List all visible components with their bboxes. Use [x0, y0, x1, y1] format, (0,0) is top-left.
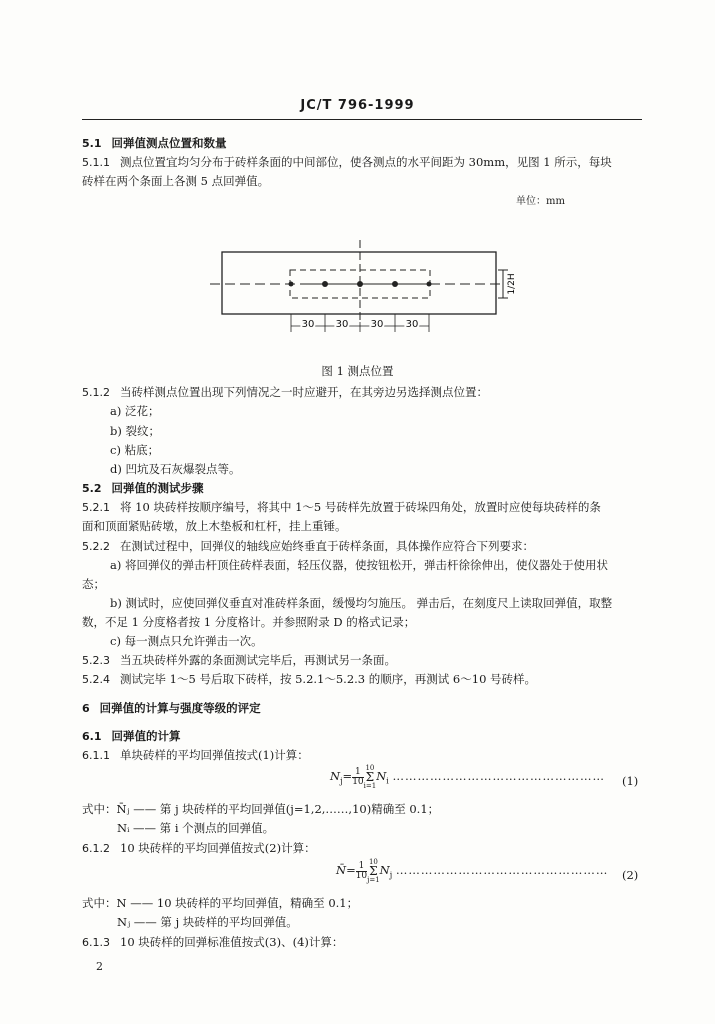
frac-bottom: 10 — [352, 776, 364, 787]
section-number: 5.2.1 — [82, 501, 110, 514]
para-5-2-2 — [82, 539, 534, 554]
formula-lhs-sub: j — [340, 776, 343, 786]
para-6-1-1 — [82, 748, 309, 763]
section-number: 5.2.2 — [82, 540, 110, 553]
frac-top: 1 — [352, 768, 363, 778]
para-text: 当砖样测点位置出现下列情况之一时应避开，在其旁边另选择测点位置： — [120, 385, 488, 399]
para-5-2-1-line1 — [82, 500, 601, 515]
frac-bottom: 10 — [355, 870, 368, 881]
summation — [367, 858, 380, 884]
formula-rhs-sub: j — [389, 870, 393, 880]
page-number: 2 — [96, 960, 103, 973]
measure-point-4 — [392, 281, 398, 287]
where-1-line1: 式中：N̄ⱼ —— 第 j 块砖样的平均回弹值(j=1,2,……,10)精确至 0.1； — [82, 802, 440, 816]
para-5-2-1-line2: 面和顶面紧贴砖墩，放上木垫板和杠杆，挂上重锤。 — [82, 519, 347, 533]
item-b-line1: b) 测试时，应使回弹仪垂直对准砖样条面，缓慢均匀施压。 弹击后，在刻度尺上读取回弹值，取整 — [110, 596, 613, 610]
section-number: 6.1.1 — [82, 749, 110, 762]
section-title: 回弹值的测试步骤 — [111, 481, 204, 495]
sum-top: 10 — [368, 858, 378, 866]
sum-bottom: j=1 — [367, 876, 380, 884]
formula-rhs-sub: i — [386, 776, 389, 786]
fraction — [352, 768, 363, 787]
formula-lhs: N — [330, 769, 341, 783]
section-5-2 — [82, 481, 204, 496]
para-5-2-3 — [82, 653, 396, 668]
equation-number-1: (1) — [622, 774, 639, 788]
para-6-1-3 — [82, 935, 343, 950]
section-number: 6 — [82, 702, 90, 715]
item-a-line2: 态； — [82, 577, 105, 591]
unit-label: 单位：mm — [516, 196, 565, 207]
list-item-a: a) 泛花； — [110, 404, 160, 418]
where-1-line2: Nᵢ —— 第 i 个测点的回弹值。 — [117, 821, 275, 835]
fraction — [356, 862, 367, 881]
measure-point-2 — [322, 281, 328, 287]
section-number: 5.2 — [82, 482, 102, 495]
where-2-line2: Nⱼ —— 第 j 块砖样的平均回弹值。 — [117, 915, 298, 929]
sum-top: 10 — [365, 764, 375, 772]
para-text: 测试完毕 1～5 号后取下砖样，按 5.2.1～5.2.3 的顺序，再测试 6～10 号砖样。 — [120, 672, 537, 686]
list-item-c: c) 粘底； — [110, 443, 160, 457]
where-2-line1: 式中：N —— 10 块砖样的平均回弹值，精确至 0.1； — [82, 896, 359, 910]
section-number: 6.1.3 — [82, 936, 110, 949]
para-text: 单块砖样的平均回弹值按式(1)计算： — [120, 748, 309, 762]
figure-1-measuring-points — [0, 0, 715, 400]
formula-lhs: N̄ — [336, 863, 347, 877]
leader-dots: …………………………………………… — [392, 769, 605, 783]
para-text: 测点位置宜均匀分布于砖样条面的中间部位，使各测点的水平间距为 30mm，见图 1 所示，每块 — [120, 155, 612, 169]
equation-number-2: (2) — [622, 868, 639, 882]
standard-code-header: JC/T 796-1999 — [300, 98, 415, 113]
sigma-icon: Σ — [369, 864, 378, 878]
section-number: 5.1.1 — [82, 156, 110, 169]
sum-bottom: i=1 — [363, 782, 377, 790]
section-number: 5.2.3 — [82, 654, 110, 667]
dim-label-3: 30 — [370, 319, 384, 330]
section-number: 6.1 — [82, 730, 102, 743]
dim-label-1: 30 — [301, 319, 315, 330]
para-text: 当五块砖样外露的条面测试完毕后，再测试另一条面。 — [120, 653, 396, 667]
para-5-2-4 — [82, 672, 536, 687]
para-5-1-2 — [82, 385, 488, 400]
figure-caption: 图 1 测点位置 — [321, 364, 394, 378]
item-c: c) 每一测点只允许弹击一次。 — [110, 634, 263, 648]
para-5-1-1-line2: 砖样在两个条面上各测 5 点回弹值。 — [82, 174, 270, 188]
formula-2: N̄= $\frac{1}{10}$ 10 Σ j=1 $N_j$ …………………………………………… — [336, 858, 609, 884]
formula-rhs: N — [379, 863, 390, 877]
item-b-line2: 数，不足 1 分度格者按 1 分度格计。并参照附录 D 的格式记录； — [82, 615, 416, 629]
section-6-1 — [82, 729, 181, 744]
para-text: 将 10 块砖样按顺序编号，将其中 1～5 号砖样先放置于砖垛四角处，放置时应使每块砖样的条 — [120, 500, 601, 514]
section-6 — [82, 701, 261, 716]
item-a-line1: a) 将回弹仪的弹击杆顶住砖样表面，轻压仪器，使按钮松开，弹击杆徐徐伸出，使仪器处于使用状 — [110, 558, 608, 572]
dim-label-4: 30 — [405, 319, 419, 330]
sigma-icon: Σ — [365, 770, 375, 784]
measure-point-5 — [427, 282, 432, 287]
summation — [364, 764, 377, 790]
section-number: 5.1.2 — [82, 386, 110, 399]
height-label: 1/2H — [507, 273, 517, 295]
list-item-d: d) 凹坑及石灰爆裂点等。 — [110, 462, 241, 476]
section-title: 回弹值测点位置和数量 — [111, 136, 227, 150]
formula-1: $N_j=$ $\frac{1}{10}$ 10 Σ i=1 $N_i$ …………………………………………… — [330, 764, 605, 790]
section-number: 5.2.4 — [82, 673, 110, 686]
dim-label-2: 30 — [335, 319, 349, 330]
para-6-1-2 — [82, 841, 316, 856]
section-number: 5.1 — [82, 137, 102, 150]
frac-top: 1 — [356, 862, 367, 872]
para-text: 10 块砖样的回弹标准值按式(3)、(4)计算： — [120, 935, 344, 949]
measure-point-3 — [357, 281, 363, 287]
formula-rhs: N — [376, 769, 387, 783]
para-text: 10 块砖样的平均回弹值按式(2)计算： — [120, 841, 316, 855]
leader-dots: …………………………………………… — [395, 863, 609, 877]
para-text: 在测试过程中，回弹仪的轴线应始终垂直于砖样条面，具体操作应符合下列要求： — [120, 539, 534, 553]
section-number: 6.1.2 — [82, 842, 110, 855]
measure-point-1 — [289, 282, 294, 287]
section-title: 回弹值的计算与强度等级的评定 — [99, 701, 261, 715]
section-title: 回弹值的计算 — [111, 729, 181, 743]
list-item-b: b) 裂纹； — [110, 424, 161, 438]
